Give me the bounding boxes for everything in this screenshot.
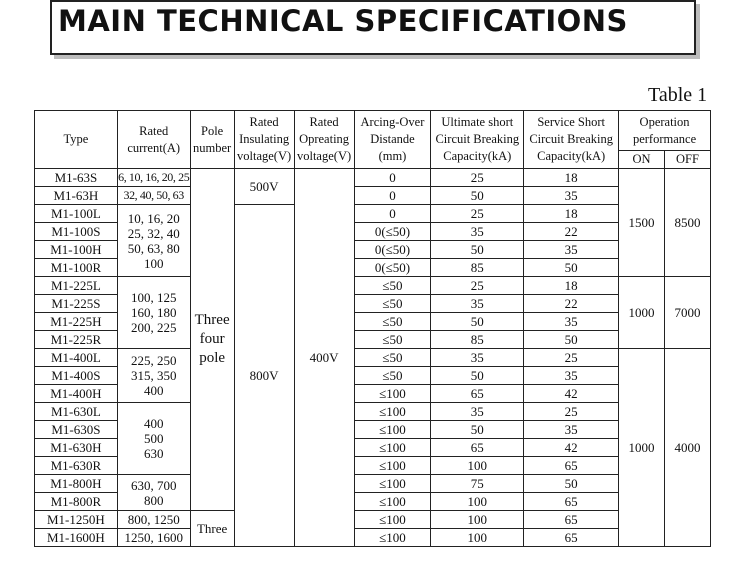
type-cell: M1-100L [35,205,118,223]
type-cell: M1-800R [35,493,118,511]
header-operating-voltage: Rated Opreating voltage(V) [294,111,354,169]
ultimate-cell: 35 [431,349,524,367]
specifications-table [34,110,711,547]
arcing-cell: ≤100 [354,493,431,511]
header-off: OFF [665,151,711,169]
ultimate-cell: 100 [431,457,524,475]
table-label: Table 1 [648,84,708,106]
current-cell: 800, 1250 [117,511,190,529]
type-cell: M1-630H [35,439,118,457]
type-cell: M1-63H [35,187,118,205]
current-cell: 10, 16, 20 25, 32, 40 50, 63, 80 100 [117,205,190,277]
type-cell: M1-225L [35,277,118,295]
header-arcing-distance: Arcing-Over Distande (mm) [354,111,431,169]
arcing-cell: ≤100 [354,421,431,439]
ultimate-cell: 25 [431,277,524,295]
type-cell: M1-225S [35,295,118,313]
arcing-cell: ≤100 [354,403,431,421]
arcing-cell: ≤50 [354,313,431,331]
arcing-cell: 0(≤50) [354,223,431,241]
service-cell: 35 [524,241,619,259]
service-cell: 42 [524,385,619,403]
service-cell: 65 [524,457,619,475]
current-cell: 1250, 1600 [117,529,190,547]
type-cell: M1-100H [35,241,118,259]
ultimate-cell: 50 [431,421,524,439]
service-cell: 50 [524,331,619,349]
arcing-cell: ≤50 [354,367,431,385]
service-cell: 65 [524,511,619,529]
arcing-cell: ≤50 [354,295,431,313]
header-pole-number: Pole number [190,111,234,169]
arcing-cell: ≤100 [354,475,431,493]
type-cell: M1-1250H [35,511,118,529]
header-rated-current: Rated current(A) [117,111,190,169]
operation-off-cell: 7000 [665,277,711,349]
header-ultimate-capacity: Ultimate short Circuit Breaking Capacity(kA) [431,111,524,169]
ultimate-cell: 25 [431,169,524,187]
insulating-voltage-cell: 500V [234,169,294,205]
arcing-cell: ≤50 [354,277,431,295]
service-cell: 22 [524,295,619,313]
pole-cell: Three [190,511,234,547]
ultimate-cell: 50 [431,241,524,259]
ultimate-cell: 35 [431,295,524,313]
arcing-cell: ≤100 [354,439,431,457]
type-cell: M1-63S [35,169,118,187]
ultimate-cell: 85 [431,259,524,277]
operation-off-cell: 8500 [665,169,711,277]
service-cell: 35 [524,187,619,205]
arcing-cell: ≤100 [354,457,431,475]
service-cell: 42 [524,439,619,457]
current-cell: 400 500 630 [117,403,190,475]
ultimate-cell: 25 [431,205,524,223]
ultimate-cell: 85 [431,331,524,349]
current-cell: 225, 250 315, 350 400 [117,349,190,403]
header-insulating-voltage: Rated Insulating voltage(V) [234,111,294,169]
ultimate-cell: 65 [431,439,524,457]
arcing-cell: 0 [354,205,431,223]
type-cell: M1-630S [35,421,118,439]
service-cell: 50 [524,259,619,277]
service-cell: 65 [524,493,619,511]
current-cell: 100, 125 160, 180 200, 225 [117,277,190,349]
current-cell: 630, 700 800 [117,475,190,511]
arcing-cell: ≤50 [354,349,431,367]
type-cell: M1-630L [35,403,118,421]
ultimate-cell: 100 [431,493,524,511]
arcing-cell: 0 [354,187,431,205]
operation-on-cell: 1000 [619,277,665,349]
arcing-cell: ≤100 [354,385,431,403]
ultimate-cell: 65 [431,385,524,403]
service-cell: 22 [524,223,619,241]
service-cell: 35 [524,421,619,439]
type-cell: M1-1600H [35,529,118,547]
current-cell: 32, 40, 50, 63 [117,187,190,205]
operating-voltage-cell: 400V [294,169,354,547]
service-cell: 18 [524,169,619,187]
type-cell: M1-225R [35,331,118,349]
header-service-capacity: Service Short Circuit Breaking Capacity(kA) [524,111,619,169]
type-cell: M1-400L [35,349,118,367]
pole-cell: Three four pole [190,169,234,511]
ultimate-cell: 35 [431,223,524,241]
header-operation-performance: Operation performance [619,111,711,151]
ultimate-cell: 50 [431,367,524,385]
operation-on-cell: 1000 [619,349,665,547]
arcing-cell: ≤50 [354,331,431,349]
ultimate-cell: 100 [431,511,524,529]
type-cell: M1-100R [35,259,118,277]
header-type: Type [35,111,118,169]
ultimate-cell: 100 [431,529,524,547]
type-cell: M1-400S [35,367,118,385]
ultimate-cell: 50 [431,187,524,205]
arcing-cell: 0(≤50) [354,259,431,277]
service-cell: 50 [524,475,619,493]
header-on: ON [619,151,665,169]
service-cell: 25 [524,403,619,421]
insulating-voltage-cell: 800V [234,205,294,547]
operation-on-cell: 1500 [619,169,665,277]
type-cell: M1-225H [35,313,118,331]
ultimate-cell: 50 [431,313,524,331]
service-cell: 65 [524,529,619,547]
arcing-cell: 0 [354,169,431,187]
type-cell: M1-400H [35,385,118,403]
service-cell: 35 [524,313,619,331]
service-cell: 18 [524,205,619,223]
service-cell: 25 [524,349,619,367]
type-cell: M1-630R [35,457,118,475]
current-cell: 6, 10, 16, 20, 25 [117,169,190,187]
title-banner [50,0,696,55]
arcing-cell: ≤100 [354,529,431,547]
type-cell: M1-800H [35,475,118,493]
operation-off-cell: 4000 [665,349,711,547]
service-cell: 35 [524,367,619,385]
type-cell: M1-100S [35,223,118,241]
arcing-cell: ≤100 [354,511,431,529]
ultimate-cell: 75 [431,475,524,493]
service-cell: 18 [524,277,619,295]
page-title: MAIN TECHNICAL SPECIFICATIONS [58,4,628,38]
ultimate-cell: 35 [431,403,524,421]
arcing-cell: 0(≤50) [354,241,431,259]
